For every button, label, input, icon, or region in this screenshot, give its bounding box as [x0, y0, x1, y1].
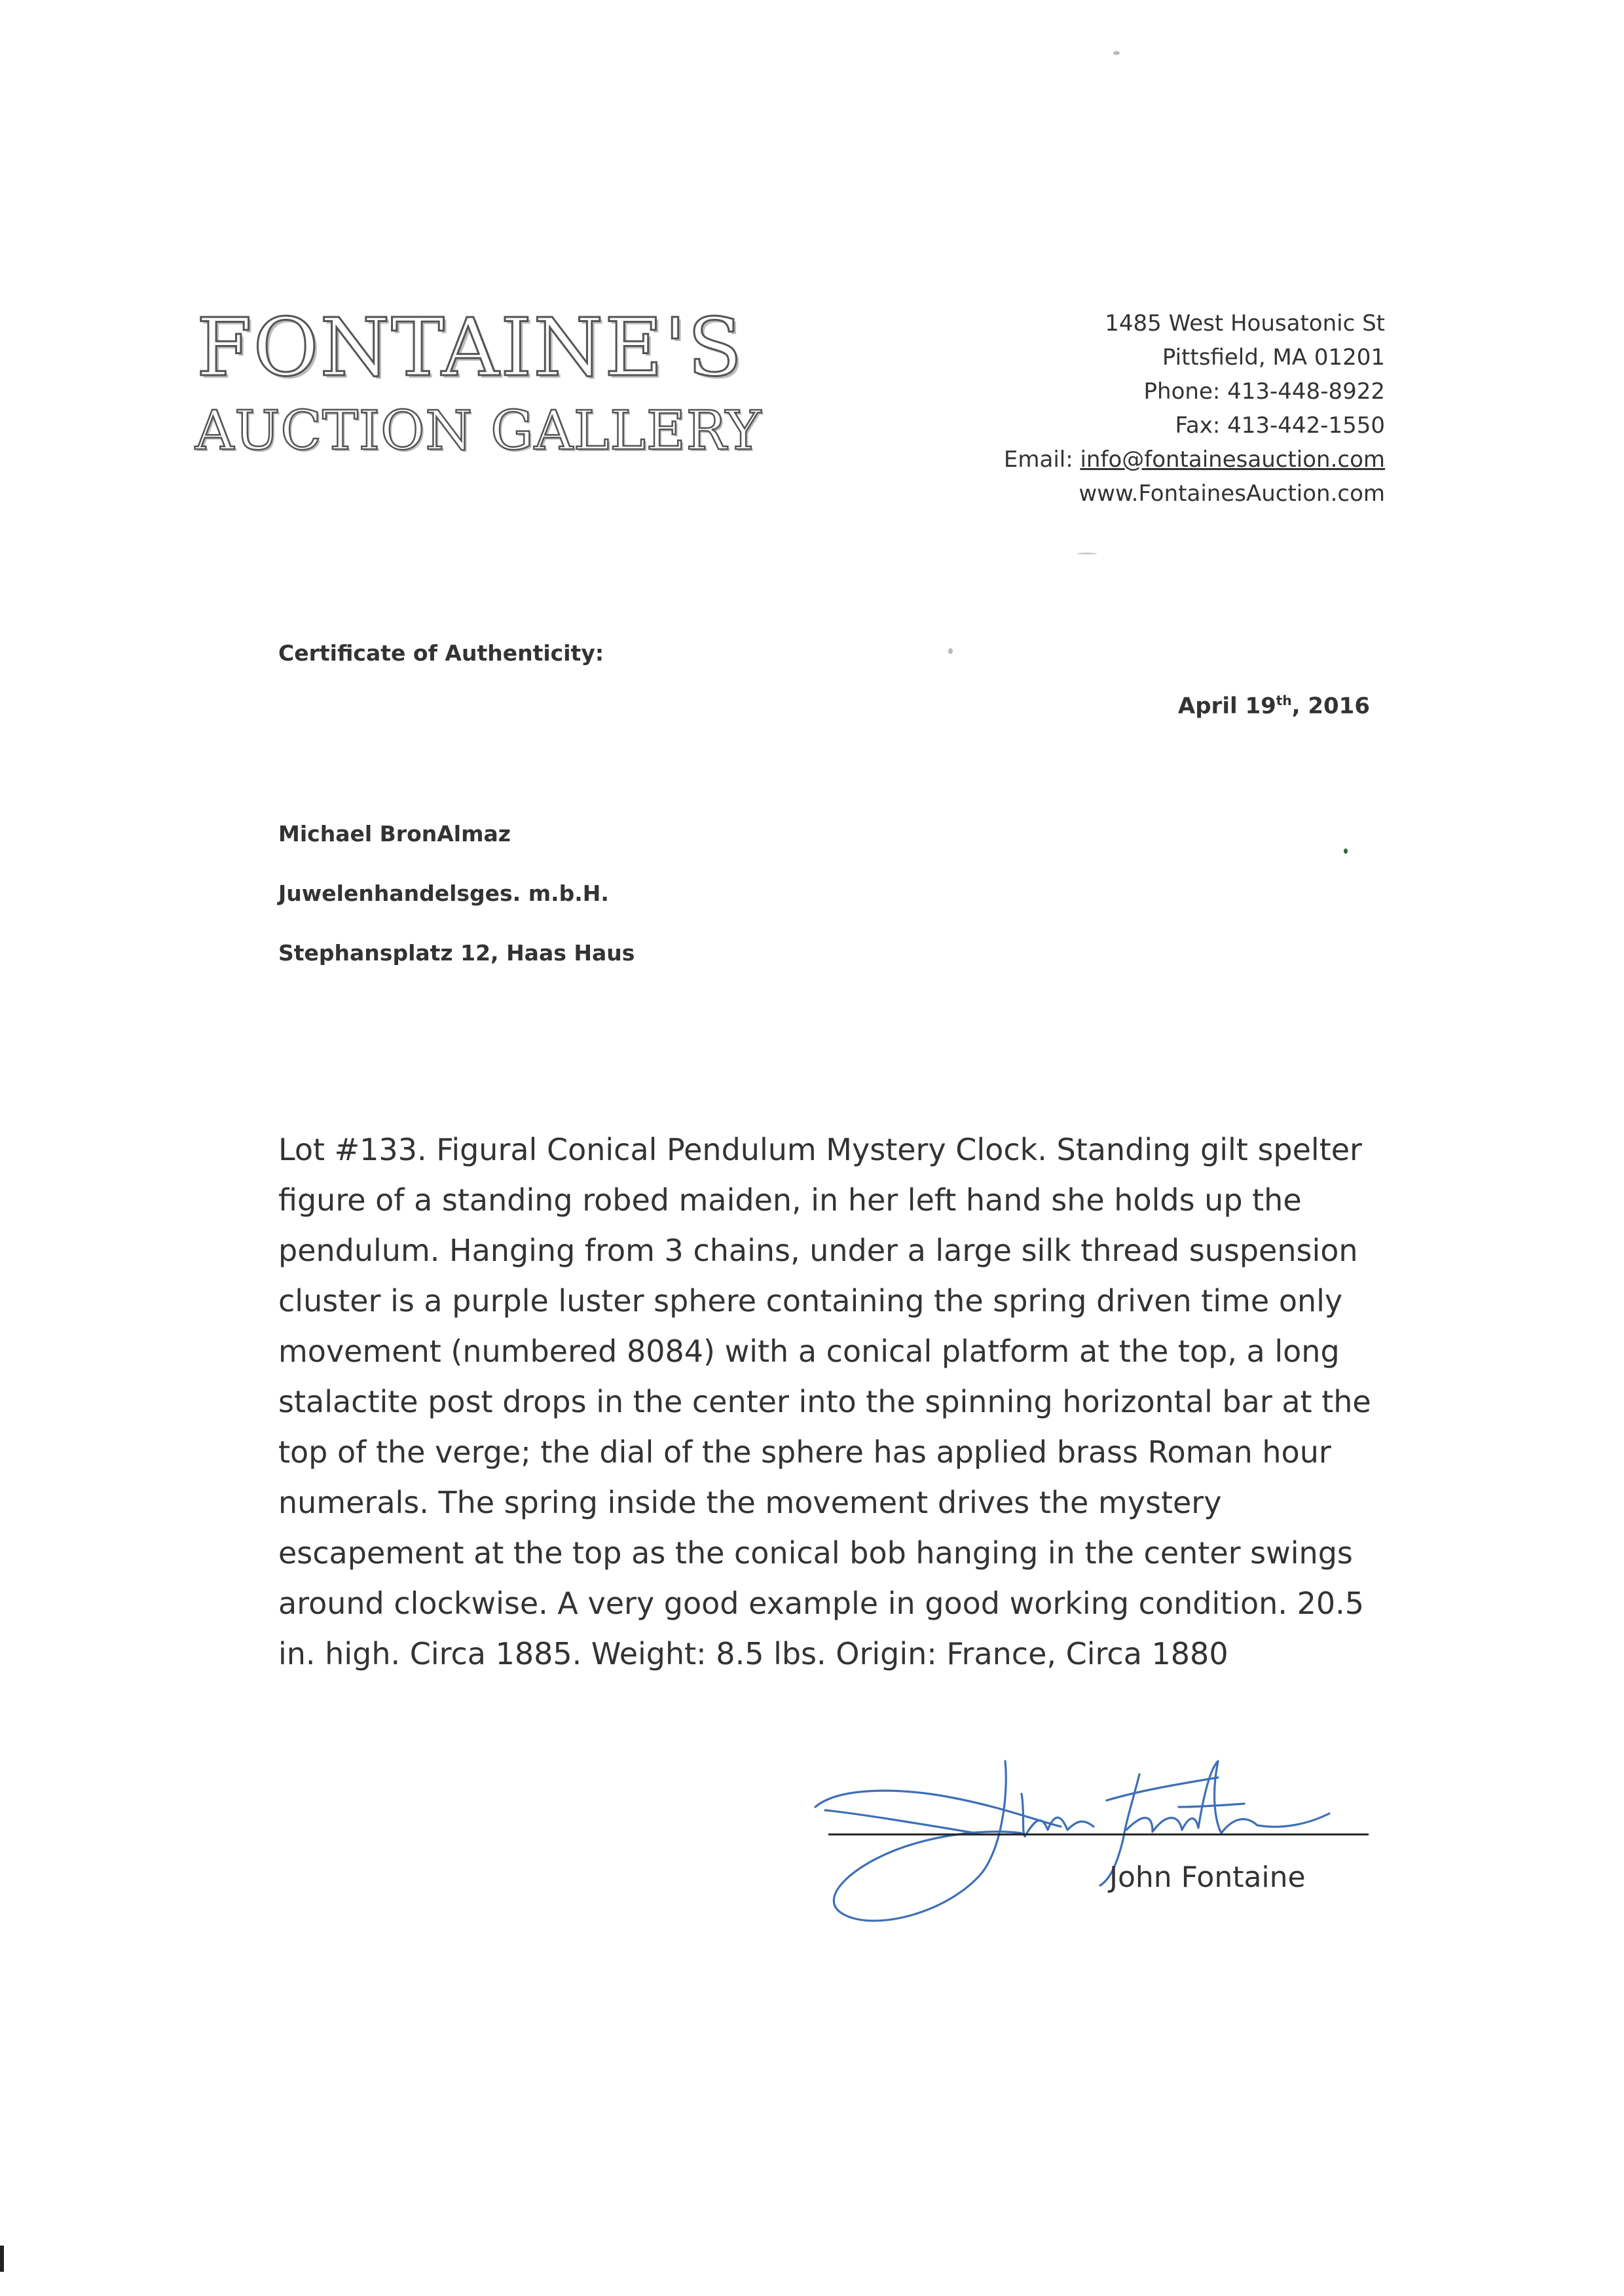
address-street: 1485 West Housatonic St — [1105, 310, 1385, 337]
signature-stroke — [1126, 1761, 1329, 1833]
scan-speck — [1113, 51, 1120, 55]
email-line — [1004, 443, 1385, 477]
signature-stroke — [1179, 1804, 1244, 1807]
scan-speck — [948, 648, 953, 654]
email-link[interactable]: info@fontainesauction.com — [1080, 446, 1385, 473]
scan-speck — [1077, 553, 1097, 555]
recipient-company: Juwelenhandelsges. m.b.H. — [278, 881, 609, 906]
date-suffix: th — [1276, 693, 1292, 708]
recipient-address: Stephansplatz 12, Haas Haus — [278, 940, 635, 966]
logo-subtitle: AUCTION GALLERY — [195, 400, 762, 462]
signature-stroke — [825, 1810, 976, 1833]
website-link[interactable]: www.FontainesAuction.com — [1079, 481, 1385, 507]
date-year: , 2016 — [1291, 693, 1370, 720]
fax-number: Fax: 413-442-1550 — [1175, 412, 1385, 439]
address-block — [1004, 306, 1385, 511]
signature-stroke — [1022, 1794, 1094, 1836]
signature-stroke — [1107, 1777, 1218, 1800]
signature-stroke — [834, 1761, 1022, 1921]
recipient-block — [278, 804, 635, 983]
scan-edge-mark — [0, 2246, 4, 2272]
lot-description: Lot #133. Figural Conical Pendulum Mystery Clock. Standing gilt spelter figure of a standing robed maiden, in her left hand she holds up the pendulum. Hanging from 3 chains, under a large silk thread suspension cluster is a purple luster sphere containing the spring driven time only movement (numbered 8084) with a conical platform at the top, a long stalactite post drops in the center into the spinning horizontal bar at the top of the verge; the dial of the sphere has applied brass Roman hour numerals. The spring inside the movement drives the mystery escapement at the top as the conical bob hanging in the center swings around clockwise. A very good example in good working condition. 20.5 in. high. Circa 1885. Weight: 8.5 lbs. Origin: France, Circa 1880 — [278, 1132, 1371, 1671]
handwritten-signature — [786, 1715, 1375, 1931]
email-label: Email: — [1003, 446, 1080, 473]
phone-number: Phone: 413-448-8922 — [1143, 378, 1385, 405]
certificate-date — [1178, 693, 1370, 719]
signer-name: John Fontaine — [1109, 1861, 1306, 1894]
address-city: Pittsfield, MA 01201 — [1162, 344, 1385, 371]
recipient-name: Michael BronAlmaz — [278, 821, 511, 847]
logo-title: FONTAINE'S — [196, 301, 744, 394]
scan-speck — [1344, 848, 1348, 854]
certificate-title: Certificate of Authenticity: — [278, 640, 604, 666]
date-month-day: April 19 — [1177, 693, 1276, 720]
